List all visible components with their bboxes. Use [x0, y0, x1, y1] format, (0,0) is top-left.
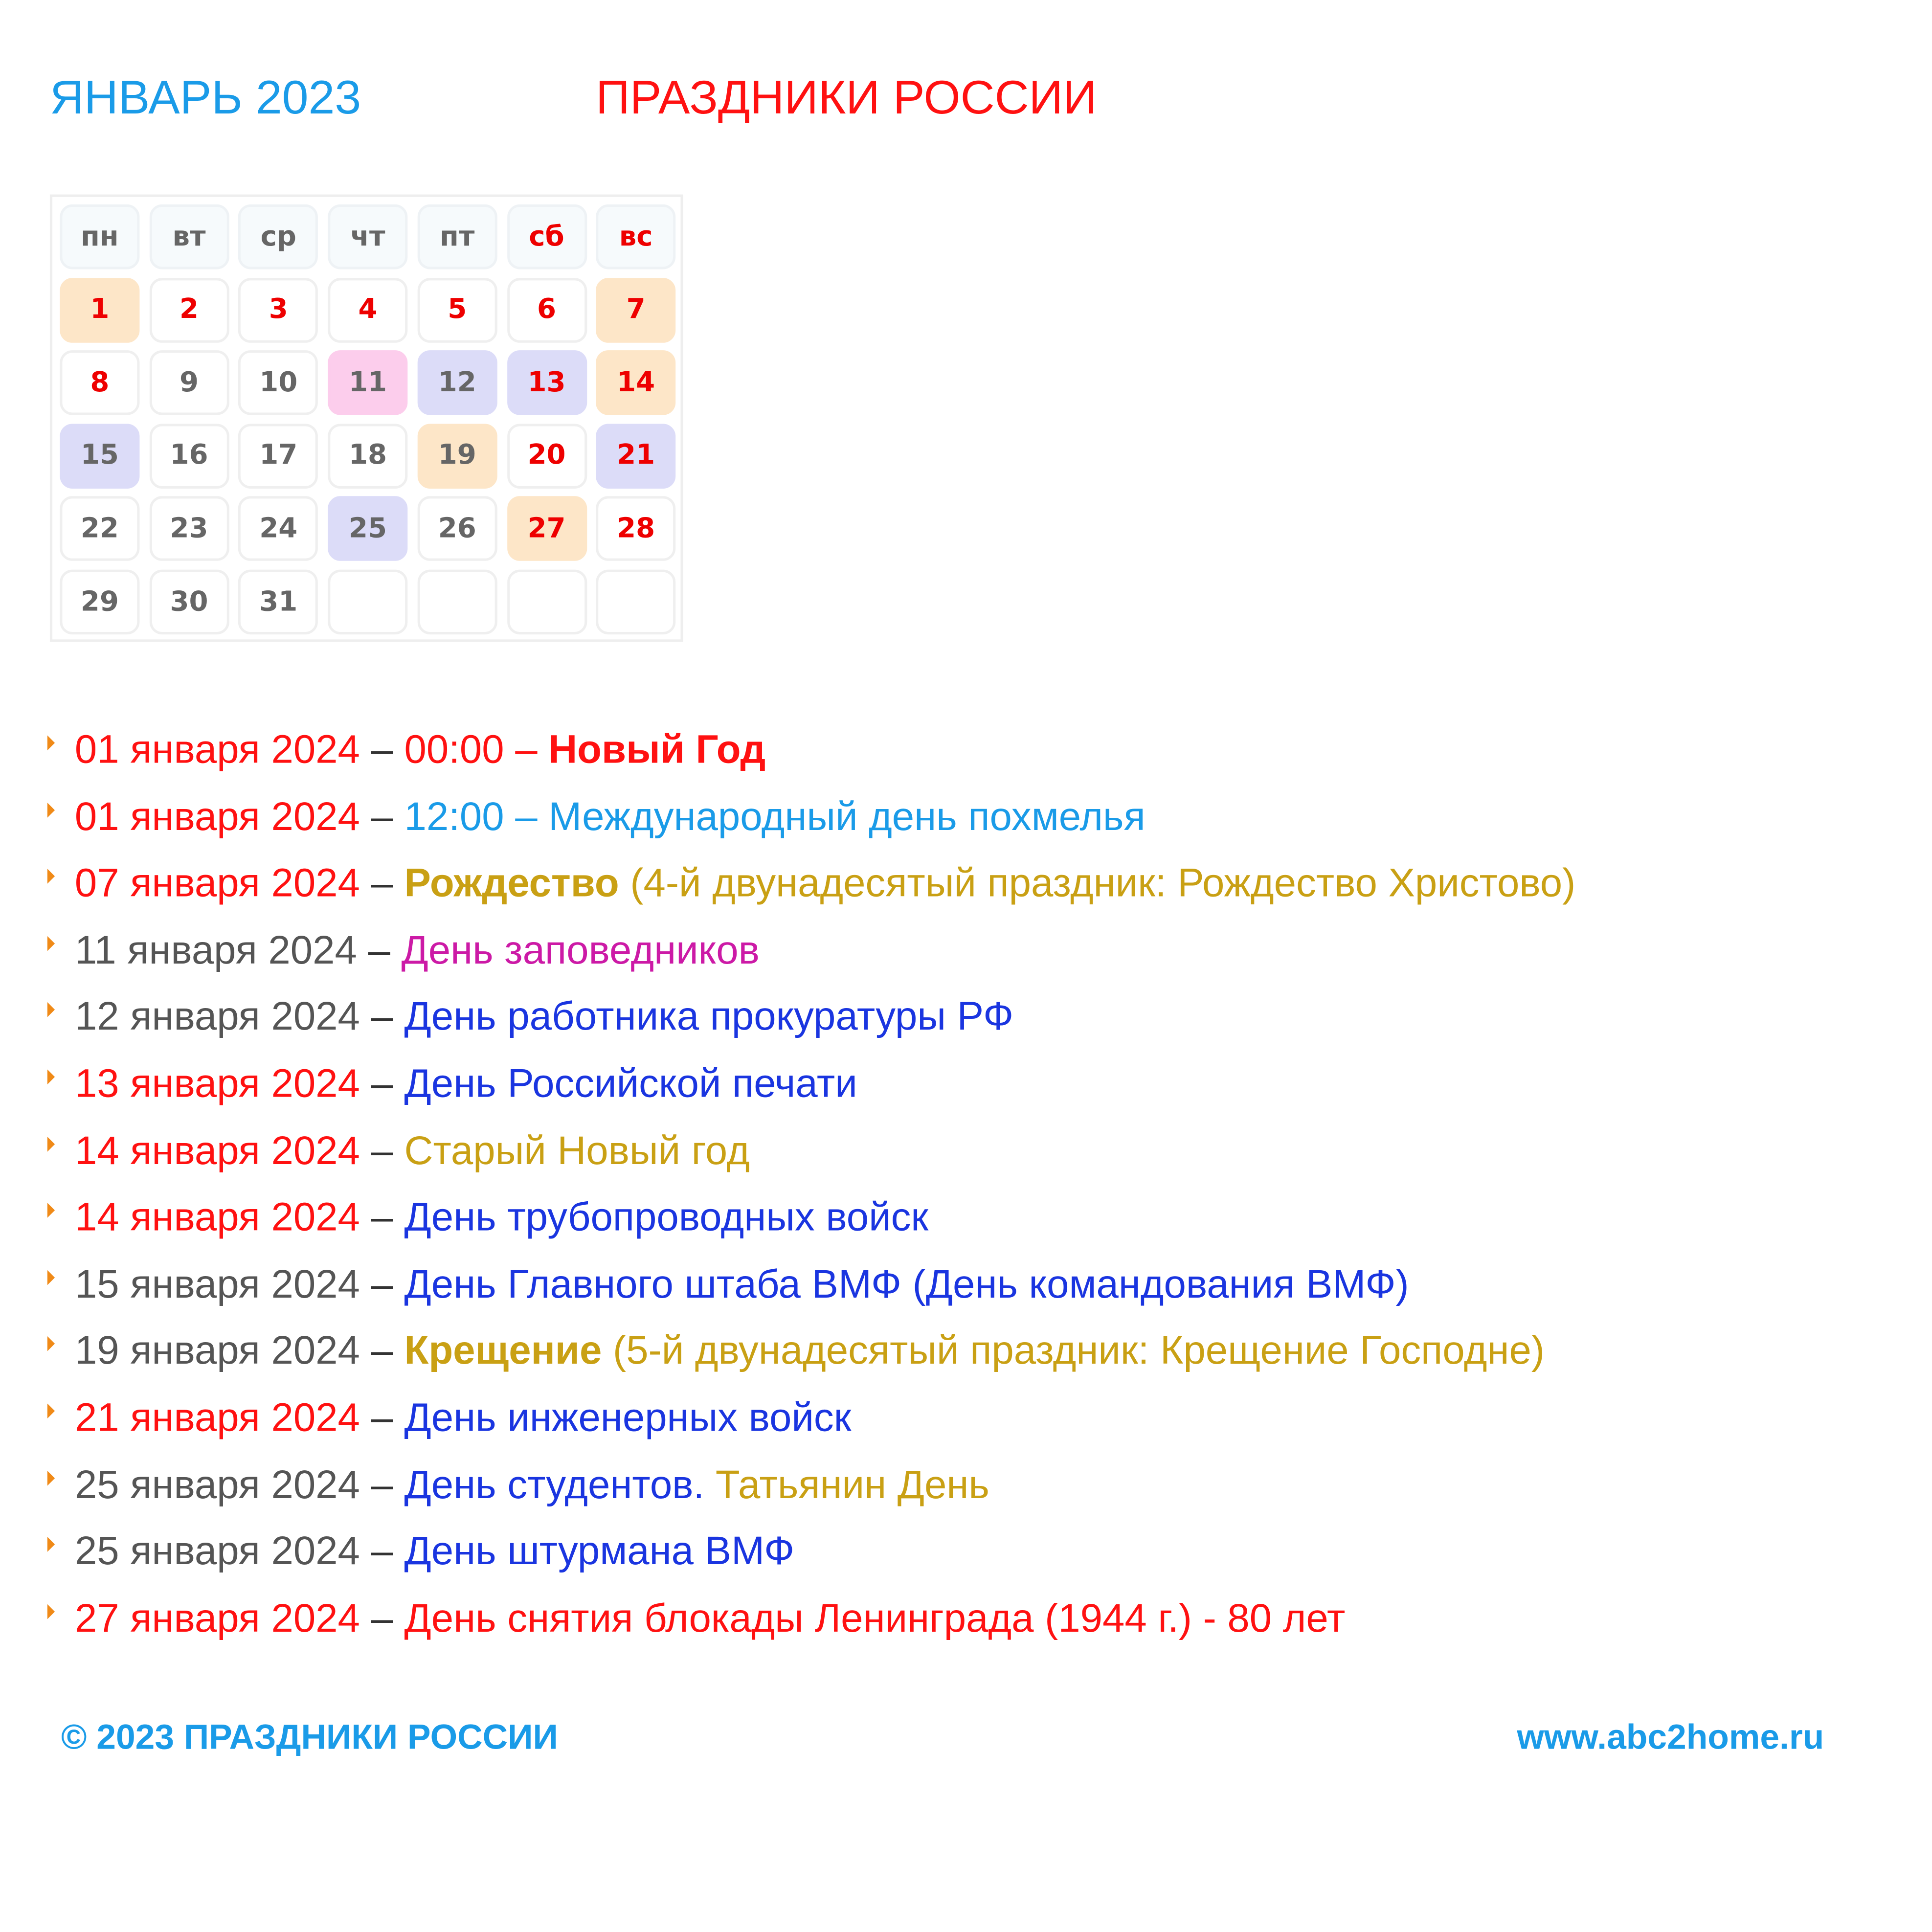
weekday-header: чт — [328, 204, 407, 270]
calendar-day: 13 — [507, 351, 586, 416]
holiday-item — [47, 1525, 1575, 1592]
calendar-day: 16 — [149, 424, 229, 489]
holiday-item — [47, 1057, 1575, 1124]
holiday-text: Татьянин День — [715, 1461, 989, 1506]
holiday-text: (4-й двунадесятый праздник: Рождество Христово) — [619, 860, 1576, 905]
bullet-arrow-icon — [47, 936, 55, 951]
calendar-day: 24 — [239, 496, 318, 562]
weekday-header: ср — [239, 204, 318, 270]
holiday-text: – — [359, 1194, 404, 1239]
holiday-text: – — [359, 1394, 404, 1440]
bullet-arrow-icon — [47, 1069, 55, 1084]
bullet-arrow-icon — [47, 1403, 55, 1418]
calendar-day: 11 — [328, 351, 407, 416]
bullet-arrow-icon — [47, 1136, 55, 1151]
holiday-text: День трубопроводных войск — [404, 1194, 929, 1239]
bullet-arrow-icon — [47, 1537, 55, 1552]
calendar-day: 18 — [328, 424, 407, 489]
holiday-item — [47, 856, 1575, 923]
calendar-day: 15 — [60, 424, 139, 489]
holiday-text: 12:00 – Международный день похмелья — [404, 793, 1146, 839]
calendar-empty-cell — [417, 570, 497, 635]
holiday-date: 12 января 2024 — [74, 994, 360, 1039]
holiday-text: Новый Год — [548, 726, 766, 772]
weekday-header: сб — [507, 204, 586, 270]
calendar-day: 5 — [417, 277, 497, 342]
calendar-day: 4 — [328, 277, 407, 342]
bullet-arrow-icon — [47, 1203, 55, 1218]
calendar-day: 23 — [149, 496, 229, 562]
copyright-text: © 2023 ПРАЗДНИКИ РОССИИ — [61, 1717, 558, 1756]
calendar-day: 6 — [507, 277, 586, 342]
calendar-day: 17 — [239, 424, 318, 489]
bullet-arrow-icon — [47, 869, 55, 884]
holiday-date: 01 января 2024 — [74, 726, 360, 772]
calendar-day: 27 — [507, 496, 586, 562]
calendar-day: 20 — [507, 424, 586, 489]
holiday-text: (5-й двунадесятый праздник: Крещение Господне) — [602, 1327, 1545, 1373]
holiday-text: День заповедников — [401, 927, 760, 972]
holiday-text: – — [359, 726, 404, 772]
holiday-list — [47, 723, 1575, 1658]
holiday-date: 14 января 2024 — [74, 1127, 360, 1172]
holiday-item — [47, 1124, 1575, 1191]
holiday-date: 01 января 2024 — [74, 793, 360, 839]
holiday-item — [47, 1391, 1575, 1458]
calendar-day: 28 — [596, 496, 676, 562]
calendar-day: 3 — [239, 277, 318, 342]
calendar-grid — [50, 195, 683, 642]
holiday-text: День снятия блокады Ленинграда (1944 г.) - 80 лет — [404, 1595, 1346, 1640]
site-title: ПРАЗДНИКИ РОССИИ — [596, 72, 1097, 125]
holiday-date: 07 января 2024 — [74, 860, 360, 905]
holiday-text: День студентов. — [404, 1461, 716, 1506]
weekday-header: пн — [60, 204, 139, 270]
holiday-date: 27 января 2024 — [74, 1595, 360, 1640]
website-link[interactable]: www.abc2home.ru — [1517, 1717, 1824, 1756]
holiday-date: 13 января 2024 — [74, 1060, 360, 1106]
holiday-text: 00:00 – — [404, 726, 549, 772]
bullet-arrow-icon — [47, 736, 55, 751]
weekday-header: вс — [596, 204, 676, 270]
holiday-text: – — [359, 1461, 404, 1506]
holiday-text: День штурмана ВМФ — [404, 1528, 795, 1573]
calendar-empty-cell — [507, 570, 586, 635]
holiday-text: – — [359, 1261, 404, 1306]
weekday-header: пт — [417, 204, 497, 270]
holiday-text: – — [359, 860, 404, 905]
holiday-text: – — [359, 793, 404, 839]
holiday-item — [47, 1324, 1575, 1391]
bullet-arrow-icon — [47, 802, 55, 817]
bullet-arrow-icon — [47, 1003, 55, 1018]
bullet-arrow-icon — [47, 1270, 55, 1285]
weekday-header: вт — [149, 204, 229, 270]
holiday-item — [47, 790, 1575, 857]
calendar-day: 30 — [149, 570, 229, 635]
bullet-arrow-icon — [47, 1604, 55, 1619]
holiday-text: День работника прокуратуры РФ — [404, 994, 1014, 1039]
holiday-item — [47, 990, 1575, 1057]
calendar-day: 26 — [417, 496, 497, 562]
holiday-text: – — [359, 1060, 404, 1106]
calendar-day: 1 — [60, 277, 139, 342]
holiday-text: Рождество — [404, 860, 619, 905]
calendar-day: 7 — [596, 277, 676, 342]
holiday-text: – — [357, 927, 402, 972]
holiday-text: – — [359, 1127, 404, 1172]
holiday-item — [47, 1592, 1575, 1659]
calendar-day: 22 — [60, 496, 139, 562]
holiday-text: День Главного штаба ВМФ (День командования ВМФ) — [404, 1261, 1409, 1306]
calendar-day: 31 — [239, 570, 318, 635]
calendar-empty-cell — [596, 570, 676, 635]
holiday-text: – — [359, 1595, 404, 1640]
holiday-text: – — [359, 994, 404, 1039]
holiday-text: День Российской печати — [404, 1060, 857, 1106]
calendar-day: 21 — [596, 424, 676, 489]
calendar-day: 8 — [60, 351, 139, 416]
calendar-day: 9 — [149, 351, 229, 416]
holiday-item — [47, 723, 1575, 790]
calendar-empty-cell — [328, 570, 407, 635]
calendar-day: 10 — [239, 351, 318, 416]
holiday-date: 15 января 2024 — [74, 1261, 360, 1306]
holiday-item — [47, 1258, 1575, 1325]
calendar-day: 25 — [328, 496, 407, 562]
holiday-text: – — [359, 1327, 404, 1373]
bullet-arrow-icon — [47, 1470, 55, 1485]
holiday-item — [47, 1191, 1575, 1258]
calendar-day: 29 — [60, 570, 139, 635]
holiday-date: 11 января 2024 — [74, 927, 357, 972]
calendar-day: 14 — [596, 351, 676, 416]
holiday-date: 21 января 2024 — [74, 1394, 360, 1440]
bullet-arrow-icon — [47, 1337, 55, 1352]
holiday-item — [47, 1458, 1575, 1525]
calendar-day: 19 — [417, 424, 497, 489]
holiday-date: 14 января 2024 — [74, 1194, 360, 1239]
holiday-item — [47, 923, 1575, 990]
holiday-text: Крещение — [404, 1327, 602, 1373]
holiday-text: День инженерных войск — [404, 1394, 852, 1440]
holiday-date: 25 января 2024 — [74, 1528, 360, 1573]
calendar-day: 2 — [149, 277, 229, 342]
holiday-date: 25 января 2024 — [74, 1461, 360, 1506]
holiday-text: – — [359, 1528, 404, 1573]
calendar-day: 12 — [417, 351, 497, 416]
holiday-date: 19 января 2024 — [74, 1327, 360, 1373]
holiday-text: Старый Новый год — [404, 1127, 750, 1172]
month-title: ЯНВАРЬ 2023 — [49, 72, 361, 125]
